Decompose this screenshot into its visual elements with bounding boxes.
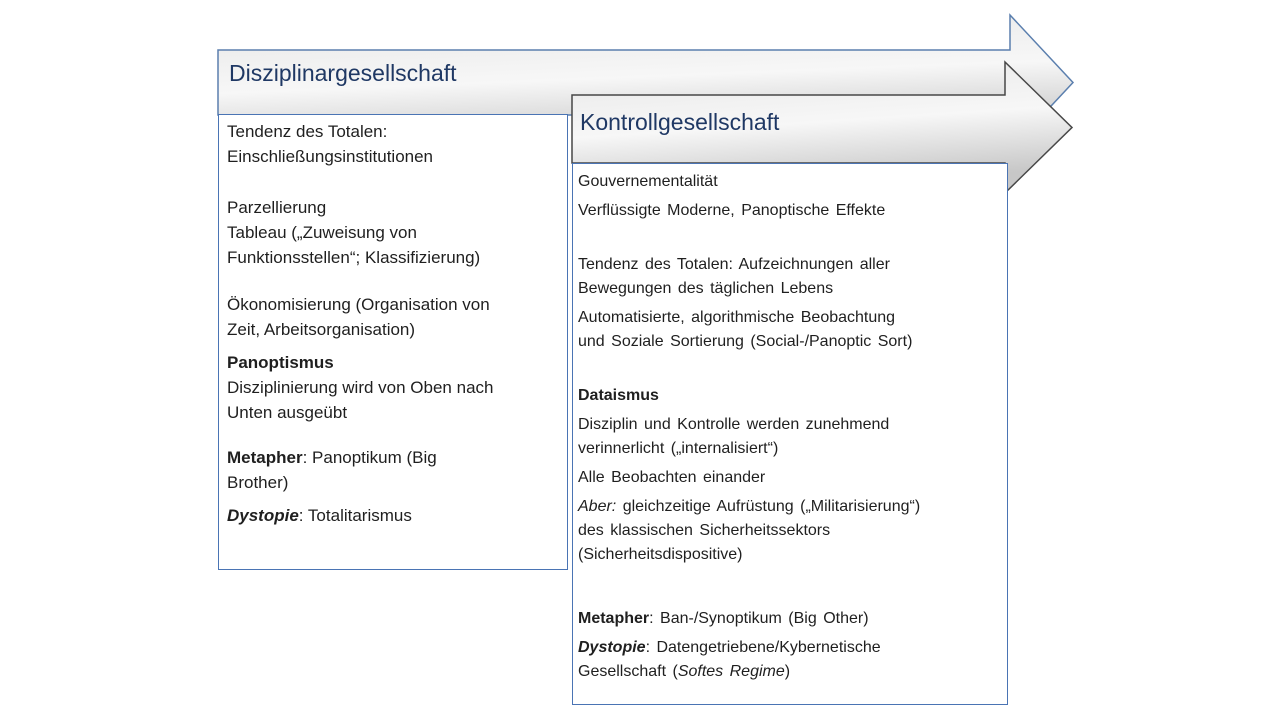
text-line: : Ban-/Synoptikum (Big Other) [649, 610, 869, 627]
paragraph-disziplin-kontrolle [578, 413, 1001, 461]
text-line: des klassischen Sicherheitssektors [578, 522, 831, 539]
italic-term: Softes Regime [677, 663, 785, 680]
disziplinar-content-box [218, 114, 568, 570]
paragraph-metapher-left [227, 445, 559, 495]
text-line: verinnerlicht („internalisiert“) [578, 440, 779, 457]
paragraph-dataismus [578, 384, 1001, 408]
paragraph-parzellierung [227, 195, 559, 270]
paragraph-aber [578, 495, 1001, 567]
text-line: Bewegungen des täglichen Lebens [578, 280, 834, 297]
text-line: Tendenz des Totalen: Aufzeichnungen aller [578, 256, 890, 273]
text-line: und Soziale Sortierung (Social-/Panoptic Sort) [578, 333, 913, 350]
paragraph-dystopie-left [227, 503, 559, 528]
text-line: Automatisierte, algorithmische Beobachtung [578, 309, 896, 326]
text-line: Disziplinierung wird von Oben nach [227, 378, 494, 397]
text-line: ) [784, 663, 791, 680]
bold-italic-term: Dystopie [227, 506, 299, 525]
paragraph-alle-beobachten [578, 466, 1001, 490]
italic-term: Aber: [578, 498, 617, 515]
text-line: Tableau („Zuweisung von [227, 223, 417, 242]
paragraph-tendenz [227, 119, 559, 169]
bold-term: Metapher [227, 448, 303, 467]
text-line: : Datengetriebene/Kybernetische [645, 639, 881, 656]
bold-term: Panoptismus [227, 353, 334, 372]
text-line: Brother) [227, 473, 289, 492]
paragraph-panoptismus [227, 350, 559, 425]
bold-italic-term: Dystopie [578, 639, 646, 656]
text-line: Gouvernementalität [578, 173, 718, 190]
paragraph-automatisierte [578, 306, 1001, 354]
text-line: Tendenz des Totalen: [227, 122, 388, 141]
text-line: Unten ausgeübt [227, 403, 348, 422]
text-line: Verflüssigte Moderne, Panoptische Effekte [578, 202, 886, 219]
text-line: : Totalitarismus [298, 506, 412, 525]
bold-term: Dataismus [578, 387, 659, 404]
paragraph-gouvernementalitaet [578, 170, 1001, 194]
disziplinar-title: Disziplinargesellschaft [229, 60, 457, 86]
text-line: gleichzeitige Aufrüstung („Militarisierung“) [616, 498, 921, 515]
text-line: : Panoptikum (Big [302, 448, 437, 467]
kontroll-title: Kontrollgesellschaft [580, 109, 780, 135]
text-line: Einschließungsinstitutionen [227, 147, 434, 166]
paragraph-verfluessigte-moderne [578, 199, 1001, 223]
kontroll-content-box [572, 163, 1008, 705]
text-line: Disziplin und Kontrolle werden zunehmend [578, 416, 890, 433]
bold-term: Metapher [578, 610, 650, 627]
text-line: Funktionsstellen“; Klassifizierung) [227, 248, 481, 267]
text-line: Parzellierung [227, 198, 327, 217]
paragraph-tendenz-right [578, 253, 1001, 301]
text-line: (Sicherheitsdispositive) [578, 546, 743, 563]
paragraph-oekonomisierung [227, 292, 559, 342]
paragraph-dystopie-right [578, 636, 1001, 684]
text-line: Zeit, Arbeitsorganisation) [227, 320, 416, 339]
text-line: Gesellschaft ( [578, 663, 678, 680]
text-line: Alle Beobachten einander [578, 469, 766, 486]
text-line: Ökonomisierung (Organisation von [227, 295, 490, 314]
paragraph-metapher-right [578, 607, 1001, 631]
